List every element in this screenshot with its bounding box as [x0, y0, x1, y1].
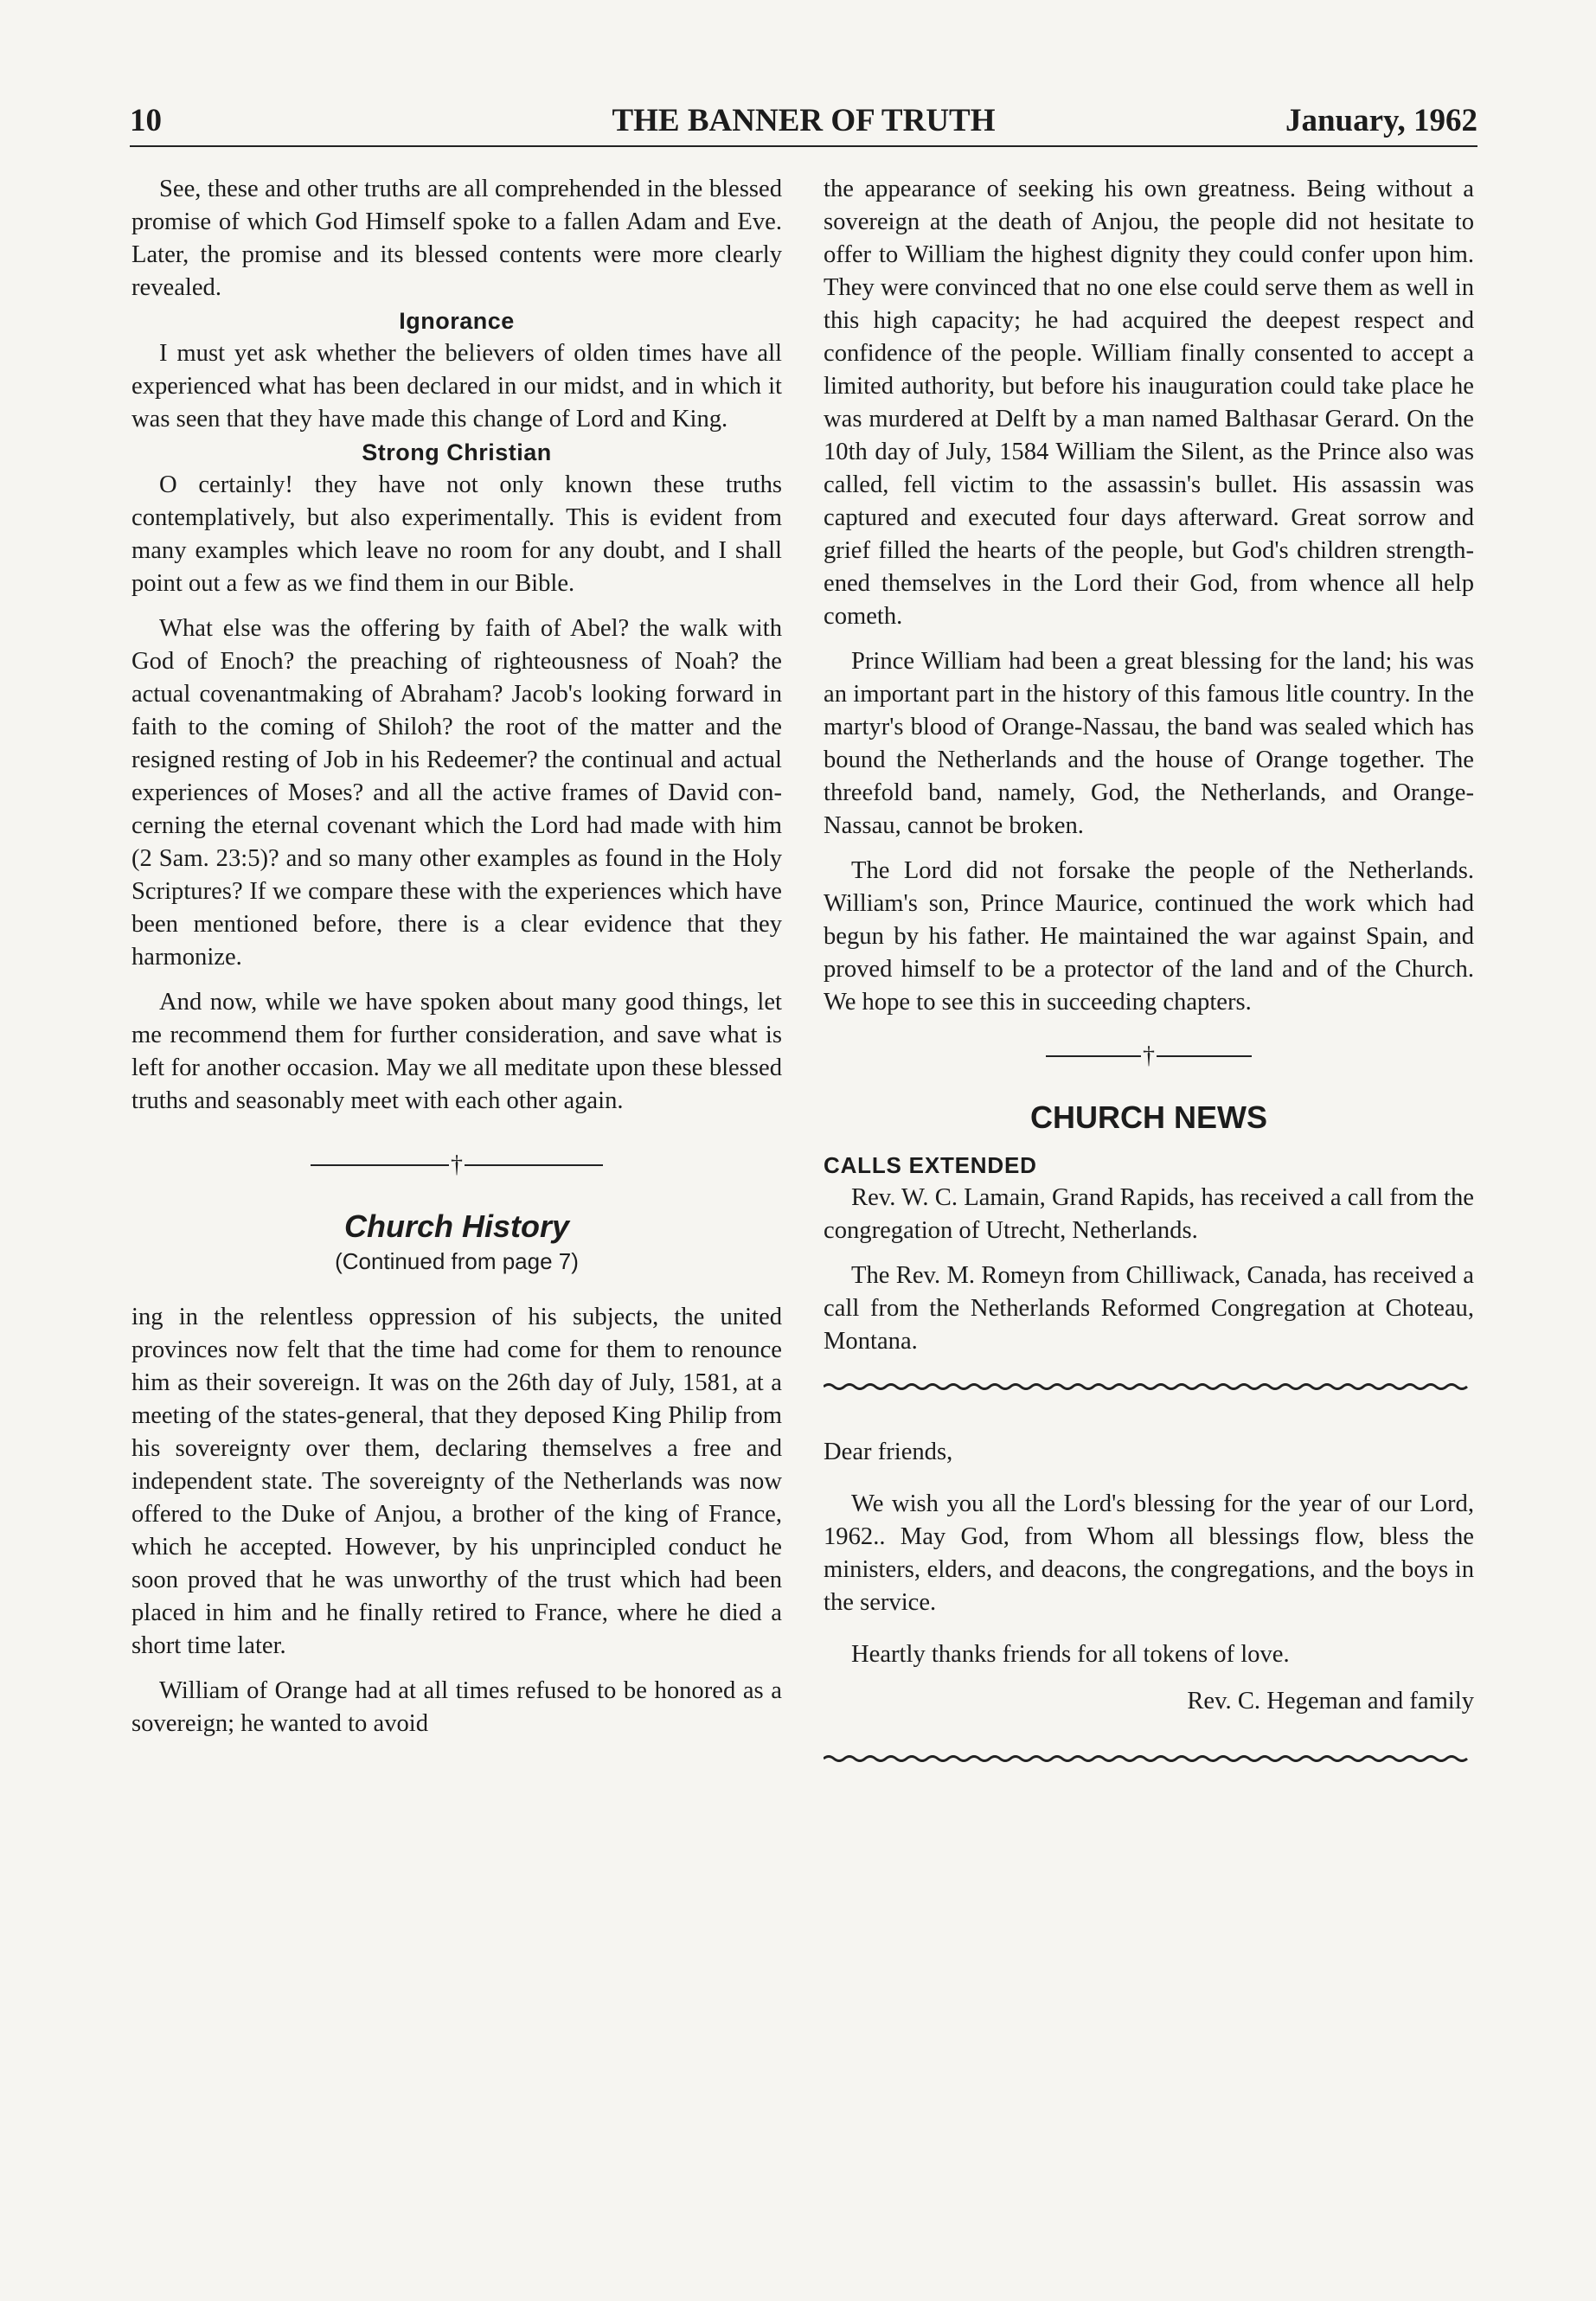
- wavy-rule: [824, 1753, 1474, 1765]
- divider-rule: [311, 1164, 449, 1166]
- right-column: [824, 173, 1474, 1765]
- publication-title: THE BANNER OF TRUTH: [612, 103, 996, 138]
- paragraph: O certainly! they have not only known these truths contemplatively, but also experimentally. This is evident from many examples which leave no room for any doubt, and I shall point out a few as we find them in our Bible.: [131, 471, 782, 597]
- issue-date: January, 1962: [1285, 103, 1477, 138]
- section-divider: [824, 1038, 1474, 1073]
- page-number: 10: [130, 103, 162, 138]
- paragraph: Prince William had been a great blessing for the land; his was an important part in the history of this famous litle country. In the martyr's blood of Orange-Nassau, the band was sealed which has bound the Netherlands and the house of Orange together. The threefold band, namely, God, the Netherlands, and Orange-Nassau, cannot be broken.: [824, 648, 1474, 839]
- dagger-ornament: †: [451, 1150, 463, 1178]
- church-history-title: Church History: [343, 1208, 570, 1244]
- divider-rule: [465, 1164, 603, 1166]
- subheading-strong-christian: Strong Christian: [362, 439, 552, 465]
- subheading-ignorance: Ignorance: [399, 308, 515, 334]
- paragraph: I must yet ask whether the believers of olden times have all experienced what has been declared in our midst, and in which it was seen that they have made this change of Lord and King.: [131, 340, 782, 433]
- paragraph: What else was the offering by faith of Abel? the walk with God of Enoch? the preaching of righteousness of Noah? the actual covenantmaking of Abraham? Jacob's looking forward in faith to the coming of Shiloh? the root of the matter and the resigned resting of Job in his Redeemer? the continual and actual experiences of Moses? and all the active frames of David concerning the eternal covenant which the Lord had made with him (2 Sam. 23:5)? and so many other examples as found in the Holy Scriptures? If we compare these with the experiences which have been mentioned before, there is a clear evidence that they harmonize.: [131, 615, 782, 971]
- church-news-title: CHURCH NEWS: [1030, 1099, 1267, 1135]
- paragraph: And now, while we have spoken about many good things, let me recommend them for further consideration, and save what is left for another occasion. May we all meditate upon these blessed truths and seasonably meet with each other again.: [131, 989, 782, 1114]
- call-notice: Rev. W. C. Lamain, Grand Rapids, has received a call from the congregation of Utrecht, Netherlands.: [824, 1183, 1474, 1244]
- section-divider: [131, 1147, 782, 1182]
- letter-paragraph: Heartly thanks friends for all tokens of love.: [851, 1640, 1290, 1668]
- church-history-continued: (Continued from page 7): [335, 1247, 579, 1274]
- divider-rule: [1157, 1055, 1252, 1057]
- paragraph: ing in the relentless oppression of his subjects, the united provinces now felt that the time had come for them to renounce him as their sovereign. It was on the 26th day of July, 1581, at a meeting of the states-general, that they deposed King Philip from his sovereignty over them, declaring themselves a free and independent state. The sovereignty of the Netherlands was now offered to the Duke of Anjou, a brother of the king of France, which he accepted. However, by his unprincipled conduct he soon proved that he was unworthy of the trust which had been placed in him and he finally retired to France, where he died a short time later.: [131, 1303, 782, 1659]
- divider-rule: [1046, 1055, 1141, 1057]
- paragraph: the appearance of seeking his own greatness. Being without a sovereign at the death of Anjou, the people did not hesitate to offer to William the highest dignity they could confer upon him. They were convinced that no one else could serve them as well in this high capacity; he had acquired the deepest respect and confidence of the people. William finally consented to accept a limited authority, but before his inauguration could take place he was murdered at Delft by a man named Balthasar Gerard. On the 10th day of July, 1584 William the Silent, as the Prince also was called, fell victim to the assassin's bullet. His assassin was captured and executed four days afterward. Great sorrow and grief filled the hearts of the people, but God's children strengthened themselves in the Lord their God, from whence all help cometh.: [824, 176, 1474, 630]
- running-head: [130, 102, 1477, 147]
- letter-salutation: Dear friends,: [824, 1438, 953, 1465]
- wavy-rule: [824, 1381, 1474, 1393]
- calls-extended-heading: CALLS EXTENDED: [824, 1151, 1037, 1178]
- letter-paragraph: We wish you all the Lord's blessing for the year of our Lord, 1962.. May God, from Whom all blessings flow, bless the ministers, elders, and deacons, the congregations, and the boys in the service.: [824, 1490, 1474, 1616]
- call-notice: The Rev. M. Romeyn from Chilliwack, Canada, has received a call from the Netherlands Reformed Congregation at Choteau, Montana.: [824, 1261, 1474, 1355]
- letter-signature: Rev. C. Hegeman and family: [1187, 1687, 1474, 1715]
- paragraph: See, these and other truths are all comprehended in the blessed promise of which God Himself spoke to a fallen Adam and Eve. Later, the promise and its blessed contents were more clearly revealed.: [131, 176, 782, 301]
- dagger-ornament: †: [1143, 1042, 1155, 1069]
- paragraph: William of Orange had at all times refused to be honored as a sovereign; he wanted to avoid: [131, 1676, 782, 1737]
- paragraph: The Lord did not forsake the people of the Netherlands. William's son, Prince Maurice, continued the work which had begun by his father. He maintained the war against Spain, and proved himself to be a protector of the land and of the Church. We hope to see this in succeeding chapters.: [824, 857, 1474, 1016]
- left-column: [131, 173, 782, 1740]
